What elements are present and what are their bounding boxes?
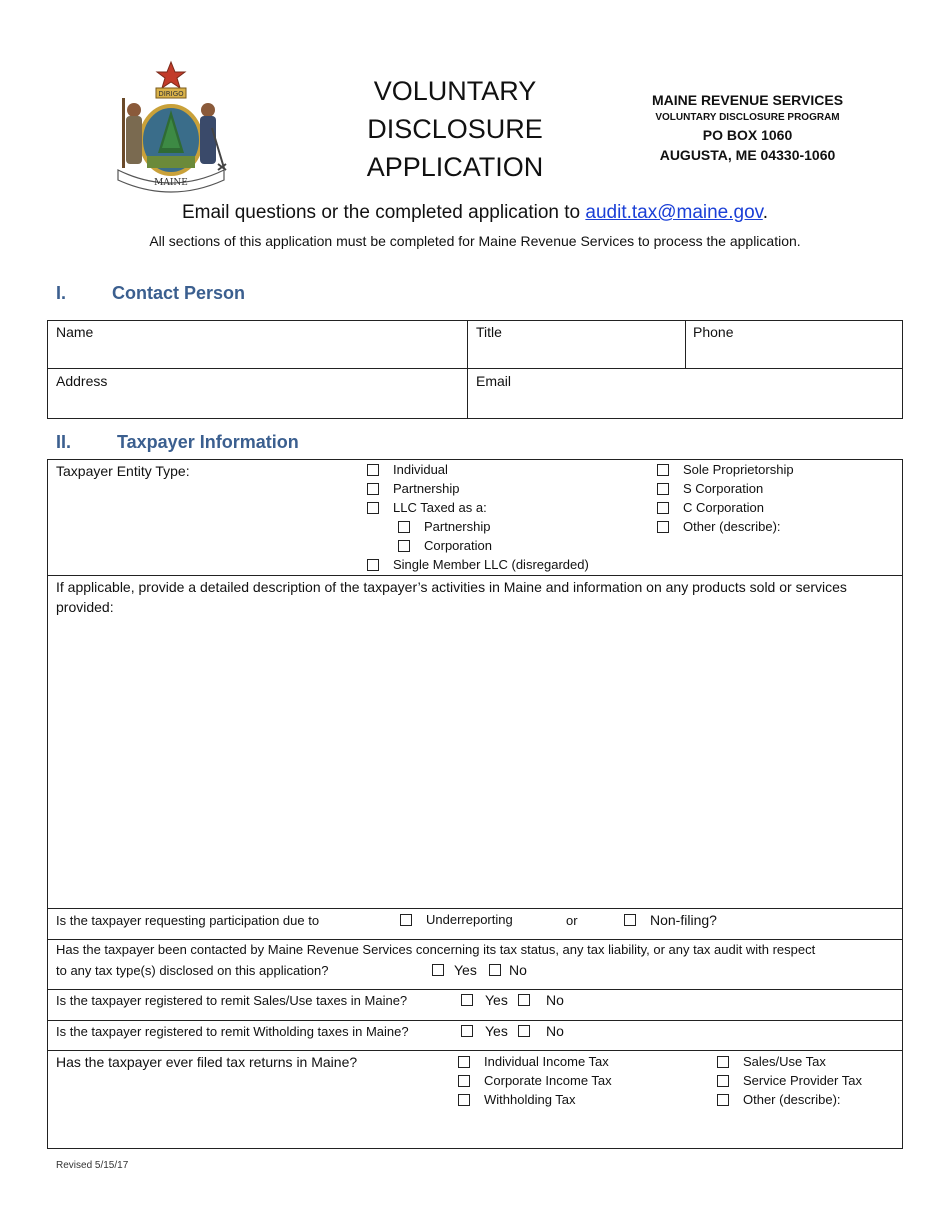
entity-option-individual[interactable]: Individual	[367, 460, 448, 479]
filed-individual-income[interactable]: Individual Income Tax	[458, 1052, 609, 1071]
contacted-no[interactable]: No	[489, 960, 527, 979]
filed-withholding[interactable]: Withholding Tax	[458, 1090, 576, 1109]
checkbox[interactable]	[400, 914, 412, 926]
agency-name: MAINE REVENUE SERVICES	[651, 92, 844, 108]
title-line: APPLICATION	[366, 152, 544, 182]
entity-option-s-corp[interactable]: S Corporation	[657, 479, 763, 498]
agency-program: VOLUNTARY DISCLOSURE PROGRAM	[655, 112, 840, 123]
address-field-label: Address	[56, 373, 108, 389]
activity-description-field[interactable]	[48, 620, 902, 906]
checkbox[interactable]	[624, 914, 636, 926]
checkbox[interactable]	[367, 559, 379, 571]
nonfiling-option[interactable]: Non-filing?	[624, 910, 717, 929]
entity-option-partnership[interactable]: Partnership	[367, 479, 459, 498]
withholding-yes[interactable]: Yes	[461, 1021, 508, 1040]
entity-option-smllc[interactable]: Single Member LLC (disregarded)	[367, 555, 589, 574]
email-field[interactable]	[468, 369, 902, 418]
svg-text:DIRIGO: DIRIGO	[158, 90, 184, 98]
seal-text: MAINE	[154, 178, 188, 188]
section-2-numeral: II.	[56, 432, 72, 452]
phone-field[interactable]	[686, 321, 902, 368]
checkbox[interactable]	[461, 1025, 473, 1037]
checkbox[interactable]	[458, 1056, 470, 1068]
sales-yes[interactable]: Yes	[461, 990, 508, 1009]
llc-taxed-partnership[interactable]: Partnership	[398, 517, 490, 536]
checkbox[interactable]	[458, 1075, 470, 1087]
checkbox[interactable]	[518, 1025, 530, 1037]
checkbox[interactable]	[461, 994, 473, 1006]
agency-address	[625, 90, 870, 165]
checkbox[interactable]	[717, 1075, 729, 1087]
section-2-title: Taxpayer Information	[117, 432, 299, 452]
filed-other[interactable]: Other (describe):	[717, 1090, 841, 1109]
checkbox[interactable]	[398, 540, 410, 552]
llc-taxed-corporation[interactable]: Corporation	[398, 536, 492, 555]
agency-city: AUGUSTA, ME 04330-1060	[659, 147, 836, 163]
maine-state-seal	[112, 58, 230, 194]
sales-registration-question: Is the taxpayer registered to remit Sales/Use taxes in Maine?	[56, 993, 408, 1008]
entity-option-sole-prop[interactable]: Sole Proprietorship	[657, 460, 794, 479]
section-1-numeral: I.	[56, 283, 67, 303]
entity-option-c-corp[interactable]: C Corporation	[657, 498, 764, 517]
email-field-label: Email	[476, 373, 512, 389]
checkbox[interactable]	[367, 464, 379, 476]
checkbox[interactable]	[398, 521, 410, 533]
phone-field-label: Phone	[693, 324, 734, 340]
email-instructions: Email questions or the completed application to audit.tax@maine.gov.	[181, 202, 769, 223]
email-link[interactable]: audit.tax@maine.gov	[585, 202, 763, 223]
participation-question: Is the taxpayer requesting participation due to	[56, 913, 320, 928]
checkbox[interactable]	[717, 1094, 729, 1106]
sales-no[interactable]: No	[518, 990, 564, 1009]
entity-option-llc[interactable]: LLC Taxed as a:	[367, 498, 487, 517]
filed-corporate-income[interactable]: Corporate Income Tax	[458, 1071, 612, 1090]
filed-service-provider[interactable]: Service Provider Tax	[717, 1071, 862, 1090]
contacted-yes[interactable]: Yes	[432, 960, 477, 979]
checkbox[interactable]	[657, 521, 669, 533]
withholding-registration-question: Is the taxpayer registered to remit Witholding taxes in Maine?	[56, 1024, 409, 1039]
contacted-question-line-1: Has the taxpayer been contacted by Maine Revenue Services concerning its tax status, any tax liability, or any tax audit with respect	[56, 942, 816, 957]
contacted-question-line-2: to any tax type(s) disclosed on this application?	[56, 963, 329, 978]
checkbox[interactable]	[518, 994, 530, 1006]
checkbox[interactable]	[657, 483, 669, 495]
withholding-no[interactable]: No	[518, 1021, 564, 1040]
entity-type-label: Taxpayer Entity Type:	[56, 463, 190, 479]
entity-option-other[interactable]: Other (describe):	[657, 517, 781, 536]
or-text: or	[566, 913, 578, 928]
form-title	[340, 72, 570, 186]
name-field[interactable]	[48, 321, 466, 368]
address-field[interactable]	[48, 369, 466, 418]
checkbox[interactable]	[432, 964, 444, 976]
title-field[interactable]	[468, 321, 684, 368]
title-field-label: Title	[476, 324, 502, 340]
filed-sales-use[interactable]: Sales/Use Tax	[717, 1052, 826, 1071]
revision-date: Revised 5/15/17	[56, 1160, 129, 1171]
section-1-title: Contact Person	[112, 283, 246, 303]
checkbox[interactable]	[489, 964, 501, 976]
checkbox[interactable]	[717, 1056, 729, 1068]
checkbox[interactable]	[657, 464, 669, 476]
completion-note: All sections of this application must be completed for Maine Revenue Services to process the application.	[149, 233, 801, 249]
checkbox[interactable]	[657, 502, 669, 514]
checkbox[interactable]	[458, 1094, 470, 1106]
checkbox[interactable]	[367, 502, 379, 514]
agency-po-box: PO BOX 1060	[702, 127, 793, 143]
activity-description-prompt: If applicable, provide a detailed description of the taxpayer’s activities in Maine and information on any products sold or services provided:	[56, 579, 847, 615]
title-line: VOLUNTARY	[373, 76, 537, 106]
filed-returns-question: Has the taxpayer ever filed tax returns in Maine?	[56, 1054, 358, 1070]
checkbox[interactable]	[367, 483, 379, 495]
underreporting-option[interactable]: Underreporting	[400, 910, 513, 929]
name-field-label: Name	[56, 324, 94, 340]
title-line: DISCLOSURE	[367, 114, 543, 144]
